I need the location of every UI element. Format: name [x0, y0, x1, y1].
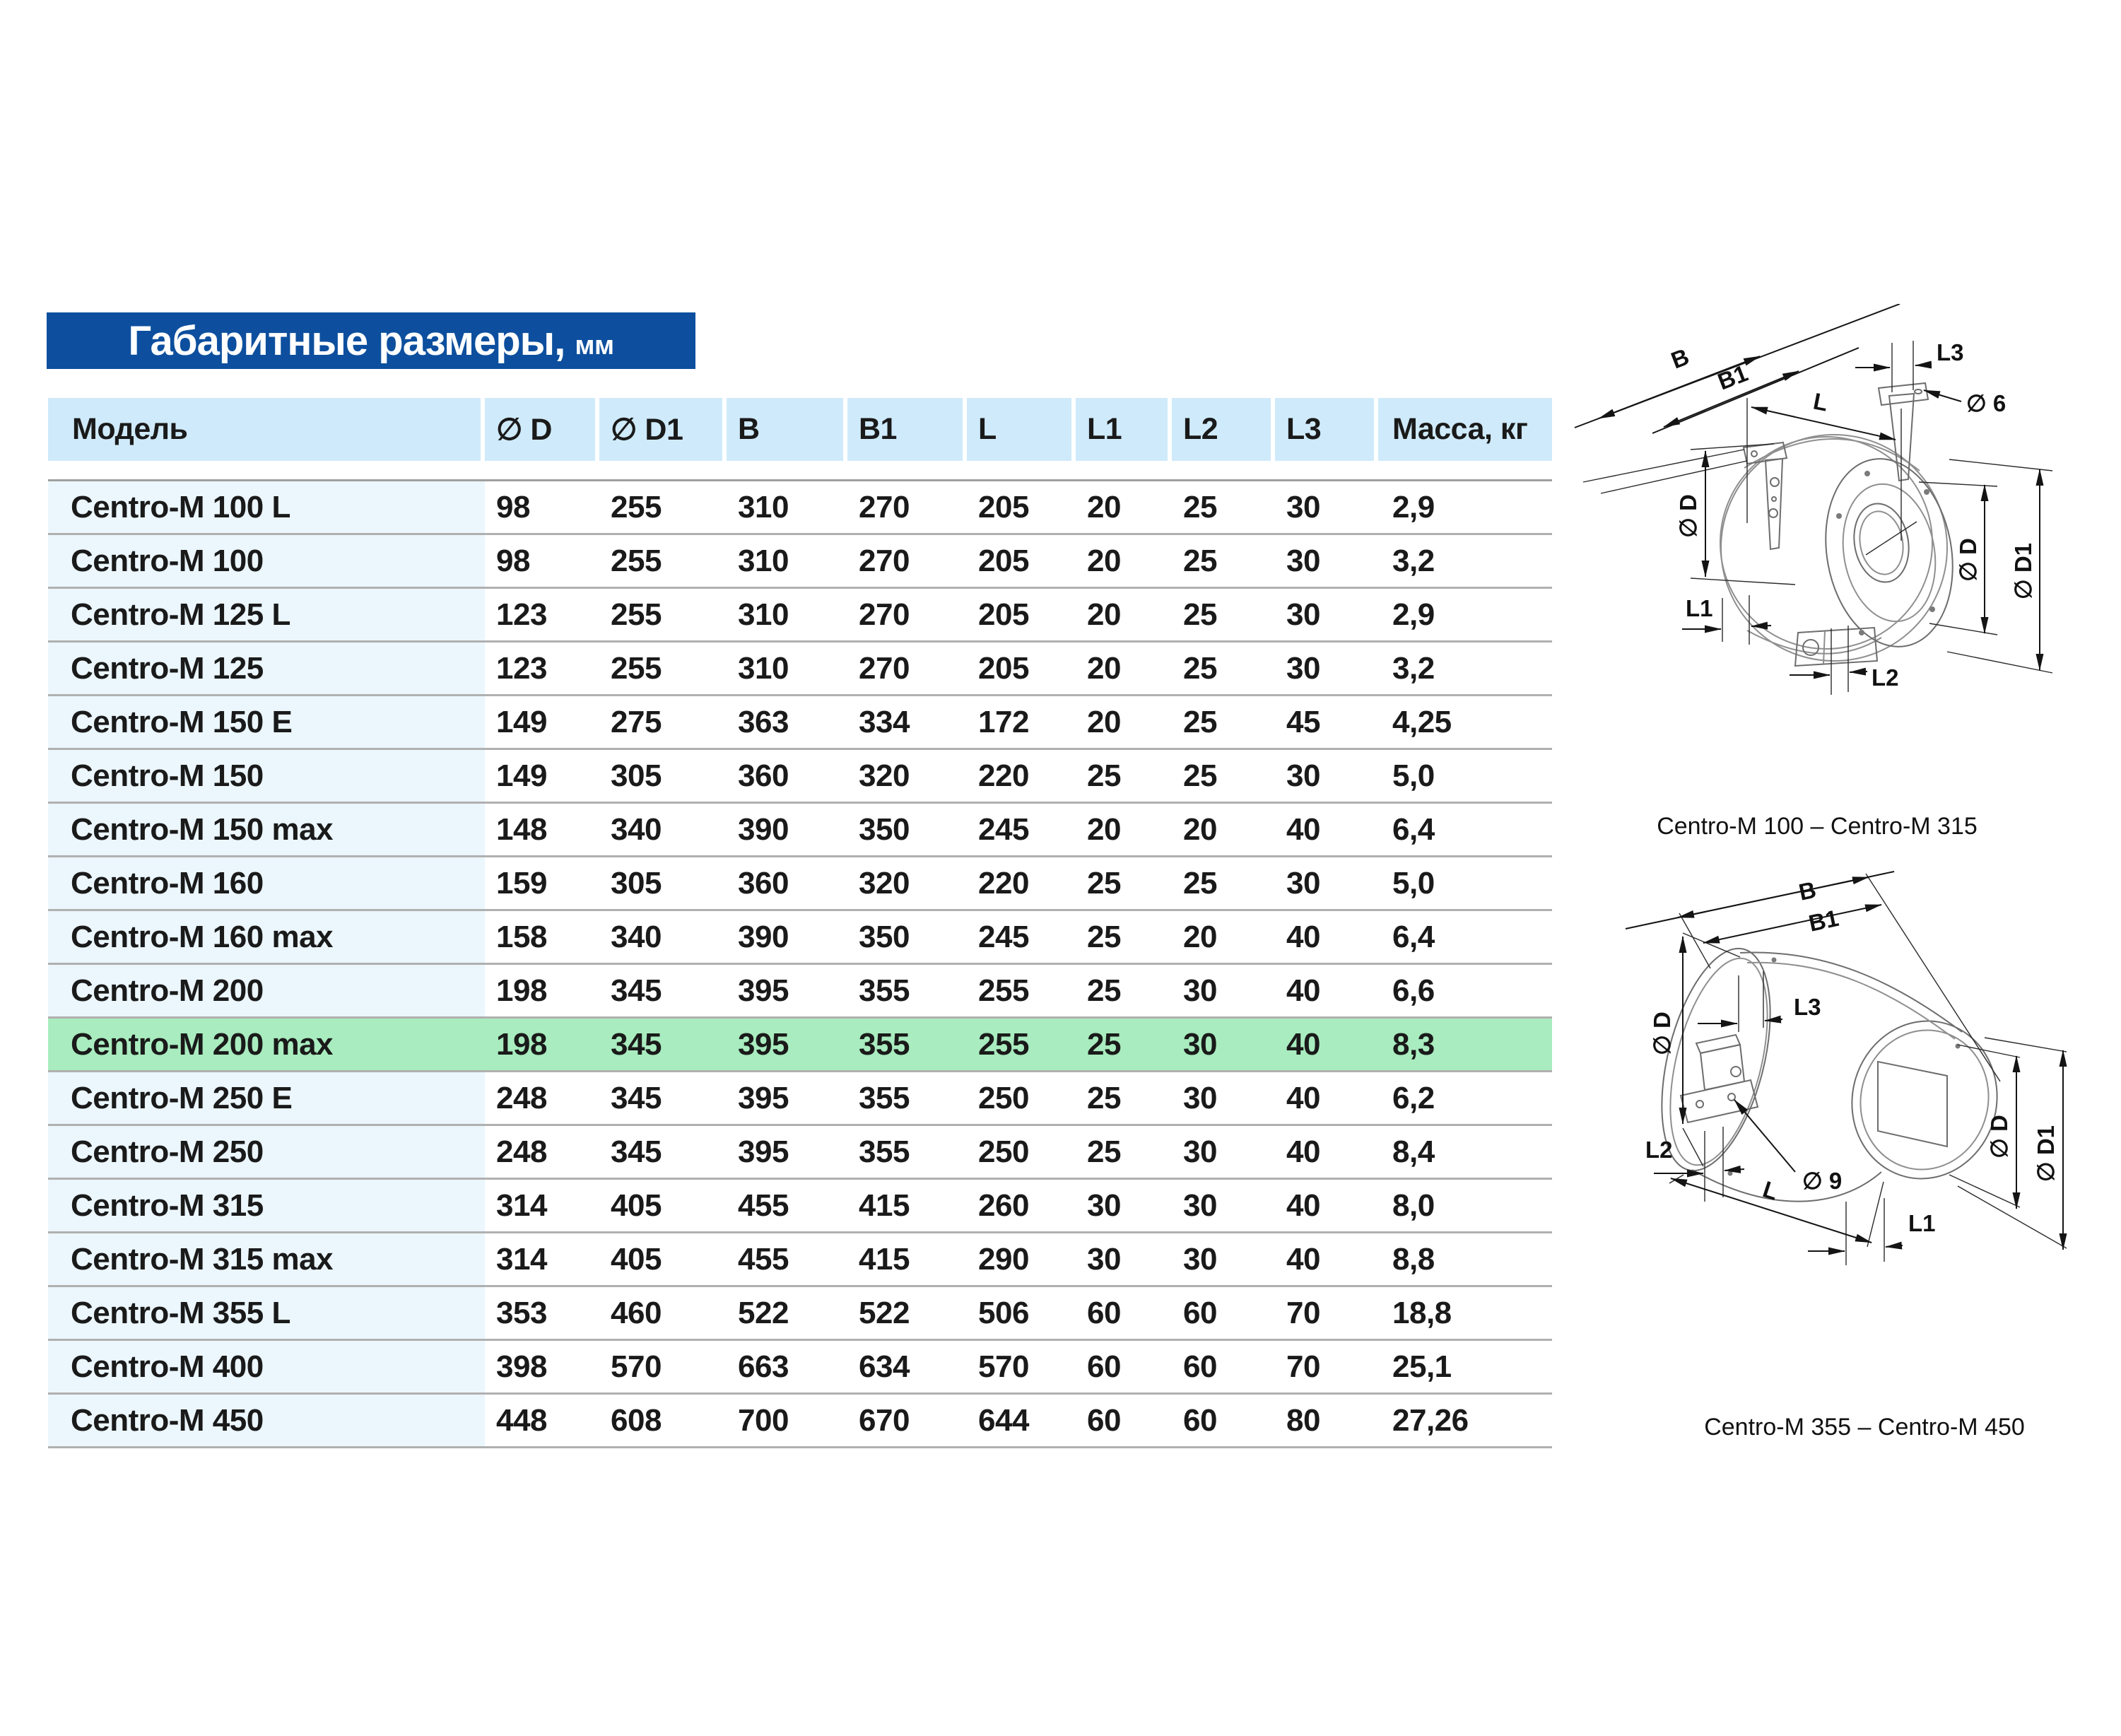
- value-cell: 27,26: [1392, 1402, 1469, 1438]
- value-cell: 30: [1286, 865, 1320, 901]
- value-cell: 460: [611, 1295, 662, 1330]
- table-row: [48, 589, 1552, 643]
- dim-B1: [1703, 905, 1881, 943]
- value-cell: 522: [738, 1295, 789, 1330]
- body-bottom-edge: [1692, 1170, 1881, 1205]
- column-header: ∅ D1: [599, 398, 727, 461]
- column-header: L3: [1275, 398, 1378, 461]
- column-header: L: [967, 398, 1076, 461]
- label-B: B: [1667, 343, 1693, 374]
- table-row: [48, 1180, 1552, 1233]
- witness-line: [1691, 578, 1795, 585]
- model-cell: Centro-M 355 L: [48, 1287, 485, 1339]
- value-cell: 40: [1286, 973, 1320, 1008]
- table-row: [48, 643, 1552, 696]
- value-cell: 2,9: [1392, 597, 1435, 632]
- value-cell: 20: [1087, 543, 1121, 578]
- column-header: B1: [847, 398, 967, 461]
- value-cell: 70: [1286, 1349, 1320, 1384]
- dim-L2-right-arrow: [1850, 671, 1867, 672]
- value-cell: 360: [738, 758, 789, 793]
- value-cell: 255: [967, 1019, 1076, 1070]
- value-cell: 345: [599, 1019, 727, 1070]
- label-L2: L2: [1645, 1137, 1673, 1163]
- value-cell: 25: [1087, 1080, 1121, 1115]
- value-cell: 270: [859, 489, 910, 524]
- value-cell: 60: [1087, 1349, 1121, 1384]
- value-cell: 255: [611, 650, 662, 686]
- value-cell: 60: [1087, 1402, 1121, 1438]
- fan-housing-outline: [1721, 435, 1947, 661]
- value-cell: 149: [496, 758, 547, 793]
- value-cell: 305: [611, 758, 662, 793]
- value-cell: 40: [1286, 919, 1320, 954]
- witness-line: [1958, 1045, 2020, 1057]
- flange-screw: [1836, 513, 1842, 519]
- value-cell: 320: [859, 865, 910, 901]
- label-D1: ∅ D1: [2033, 1125, 2059, 1183]
- value-cell: 340: [611, 811, 662, 847]
- value-cell: 20: [1087, 489, 1121, 524]
- model-cell: Centro-M 160: [48, 857, 485, 909]
- value-cell: 98: [496, 543, 530, 578]
- page-title: Габаритные размеры,: [128, 317, 565, 364]
- value-cell: 148: [496, 811, 547, 847]
- value-cell: 310: [738, 543, 789, 578]
- value-cell: 40: [1286, 1241, 1320, 1277]
- value-cell: 149: [496, 704, 547, 739]
- value-cell: 314: [496, 1187, 547, 1223]
- model-cell: Centro-M 125: [48, 643, 485, 694]
- value-cell: 25: [1183, 650, 1217, 686]
- value-cell: 123: [496, 597, 547, 632]
- witness-line: [1867, 1182, 1884, 1247]
- value-cell: 248: [496, 1134, 547, 1169]
- witness-line: [1691, 444, 1774, 450]
- value-cell: 98: [496, 489, 530, 524]
- table-row: [48, 1341, 1552, 1395]
- table-header-row: [48, 398, 1552, 461]
- value-cell: 220: [978, 758, 1029, 793]
- value-cell: 198: [485, 1019, 599, 1070]
- value-cell: 570: [978, 1349, 1029, 1384]
- witness-line: [1583, 450, 1744, 482]
- label-B1: B1: [1714, 359, 1751, 395]
- value-cell: 172: [978, 704, 1029, 739]
- label-D-right: ∅ D: [1955, 538, 1981, 582]
- value-cell: 275: [611, 704, 662, 739]
- table-row: [48, 750, 1552, 804]
- value-cell: 250: [978, 1134, 1029, 1169]
- diagram-centro-m-100-315: [1562, 304, 2121, 756]
- witness-line: [1929, 623, 1997, 635]
- value-cell: 25: [1087, 919, 1121, 954]
- left-bracket-screw: [1772, 497, 1776, 501]
- label-L: L: [1759, 1175, 1782, 1205]
- value-cell: 3,2: [1392, 650, 1435, 686]
- label-L3: L3: [1937, 339, 1964, 365]
- column-header: Модель: [48, 398, 485, 461]
- label-L1: L1: [1686, 595, 1713, 621]
- leader-d6: [1924, 390, 1961, 401]
- value-cell: 4,25: [1392, 704, 1452, 739]
- table-row: [48, 696, 1552, 750]
- value-cell: 353: [496, 1295, 547, 1330]
- value-cell: 310: [738, 597, 789, 632]
- model-cell: Centro-M 250 E: [48, 1072, 485, 1124]
- value-cell: 25: [1087, 758, 1121, 793]
- value-cell: 30: [1286, 758, 1320, 793]
- value-cell: 159: [496, 865, 547, 901]
- table-row: [48, 1233, 1552, 1287]
- value-cell: 8,4: [1392, 1134, 1435, 1169]
- label-D-left: ∅ D: [1649, 1011, 1675, 1055]
- rivet: [1772, 958, 1777, 963]
- label-L3: L3: [1794, 994, 1821, 1020]
- value-cell: 25: [1087, 865, 1121, 901]
- value-cell: 245: [978, 811, 1029, 847]
- value-cell: 415: [859, 1241, 910, 1277]
- table-row: [48, 1072, 1552, 1126]
- value-cell: 360: [738, 865, 789, 901]
- leader-d9: [1734, 1100, 1795, 1172]
- value-cell: 345: [611, 1134, 662, 1169]
- body-top-seam: [1747, 963, 1955, 1039]
- inlet-collar-outer: [1848, 499, 1915, 586]
- value-cell: 245: [978, 919, 1029, 954]
- value-cell: 205: [978, 597, 1029, 632]
- value-cell: 314: [496, 1241, 547, 1277]
- value-cell: 448: [496, 1402, 547, 1438]
- label-L: L: [1811, 387, 1831, 416]
- value-cell: 290: [978, 1241, 1029, 1277]
- value-cell: 30: [1183, 1080, 1217, 1115]
- value-cell: 80: [1286, 1402, 1320, 1438]
- label-d9: ∅ 9: [1802, 1168, 1843, 1194]
- column-header: L2: [1172, 398, 1275, 461]
- cable-gland: [1731, 1067, 1741, 1077]
- value-cell: 395: [738, 973, 789, 1008]
- value-cell: 40: [1286, 1080, 1320, 1115]
- value-cell: 670: [859, 1402, 910, 1438]
- value-cell: 8,0: [1392, 1187, 1435, 1223]
- value-cell: 310: [738, 650, 789, 686]
- value-cell: 570: [611, 1349, 662, 1384]
- value-cell: 30: [1286, 597, 1320, 632]
- front-rim-inner: [1846, 1016, 2004, 1183]
- rivet: [1956, 1044, 1961, 1049]
- value-cell: 634: [859, 1349, 910, 1384]
- value-cell: 6,4: [1392, 811, 1435, 847]
- left-bracket-screw: [1769, 509, 1778, 517]
- bracket-hole: [1728, 1093, 1735, 1101]
- table-row: [48, 911, 1552, 965]
- dim-B: [1678, 877, 1869, 917]
- value-cell: 20: [1087, 704, 1121, 739]
- value-cell: 390: [738, 919, 789, 954]
- value-cell: 355: [859, 1134, 910, 1169]
- value-cell: 248: [496, 1080, 547, 1115]
- value-cell: 405: [611, 1241, 662, 1277]
- value-cell: 3,2: [1392, 543, 1435, 578]
- flange-screw: [1859, 630, 1864, 635]
- value-cell: 310: [738, 489, 789, 524]
- value-cell: 40: [1286, 1134, 1320, 1169]
- value-cell: 220: [978, 865, 1029, 901]
- model-cell: Centro-M 125 L: [48, 589, 485, 640]
- value-cell: 123: [496, 650, 547, 686]
- value-cell: 205: [978, 650, 1029, 686]
- witness-line: [1919, 482, 1997, 486]
- model-cell: Centro-M 100: [48, 535, 485, 587]
- value-cell: 5,0: [1392, 758, 1435, 793]
- value-cell: 320: [859, 758, 910, 793]
- value-cell: 270: [859, 597, 910, 632]
- table-row: [48, 1287, 1552, 1341]
- value-cell: 20: [1183, 919, 1217, 954]
- value-cell: 398: [496, 1349, 547, 1384]
- value-cell: 30: [1087, 1187, 1121, 1223]
- value-cell: 25: [1183, 543, 1217, 578]
- model-cell: Centro-M 200 max: [48, 1019, 485, 1070]
- left-bracket-screw: [1770, 478, 1779, 486]
- value-cell: 158: [496, 919, 547, 954]
- value-cell: 255: [611, 597, 662, 632]
- label-D-left: ∅ D: [1675, 494, 1701, 538]
- value-cell: 70: [1286, 1295, 1320, 1330]
- value-cell: 415: [859, 1187, 910, 1223]
- front-rim-outer: [1835, 1006, 2014, 1195]
- diagram2-caption: Centro-M 355 – Centro-M 450: [1704, 1414, 2025, 1441]
- column-header: L1: [1076, 398, 1172, 461]
- left-bracket-hole: [1751, 451, 1757, 457]
- page-title-unit: мм: [575, 330, 614, 360]
- value-cell: 30: [1286, 543, 1320, 578]
- value-cell: 455: [738, 1187, 789, 1223]
- model-cell: Centro-M 400: [48, 1341, 485, 1392]
- value-cell: 25: [1076, 1019, 1172, 1070]
- value-cell: 522: [859, 1295, 910, 1330]
- dim-L2-right-arrow: [1725, 1169, 1744, 1171]
- value-cell: 20: [1183, 811, 1217, 847]
- dimensions-table: [48, 479, 1552, 1448]
- value-cell: 345: [611, 973, 662, 1008]
- witness-line: [1679, 913, 1710, 968]
- value-cell: 455: [738, 1241, 789, 1277]
- witness-line: [1601, 461, 1747, 493]
- value-cell: 30: [1087, 1241, 1121, 1277]
- value-cell: 20: [1087, 597, 1121, 632]
- value-cell: 40: [1286, 811, 1320, 847]
- value-cell: 25: [1183, 489, 1217, 524]
- value-cell: 390: [738, 811, 789, 847]
- value-cell: 20: [1087, 811, 1121, 847]
- value-cell: 363: [738, 704, 789, 739]
- value-cell: 60: [1183, 1402, 1217, 1438]
- value-cell: 60: [1183, 1349, 1217, 1384]
- model-cell: Centro-M 160 max: [48, 911, 485, 963]
- witness-line: [1958, 1186, 2067, 1248]
- label-L1: L1: [1908, 1210, 1936, 1236]
- value-cell: 205: [978, 543, 1029, 578]
- value-cell: 6,6: [1392, 973, 1435, 1008]
- flange-screw: [1929, 606, 1935, 612]
- witness-line: [1949, 459, 2052, 471]
- value-cell: 395: [727, 1019, 847, 1070]
- value-cell: 40: [1275, 1019, 1378, 1070]
- flange-screw: [1864, 471, 1870, 476]
- label-L2: L2: [1872, 664, 1899, 691]
- diagram-centro-m-355-450: [1562, 869, 2121, 1336]
- value-cell: 270: [859, 650, 910, 686]
- value-cell: 395: [738, 1134, 789, 1169]
- label-B1: B1: [1806, 904, 1841, 937]
- inner-duct-opening: [1878, 1062, 1947, 1146]
- value-cell: 255: [978, 973, 1029, 1008]
- value-cell: 18,8: [1392, 1295, 1452, 1330]
- model-cell: Centro-M 315: [48, 1180, 485, 1231]
- value-cell: 260: [978, 1187, 1029, 1223]
- witness-line: [1949, 1175, 2020, 1207]
- front-flange-ring: [1833, 476, 1946, 628]
- witness-line: [1866, 874, 2000, 1081]
- value-cell: 355: [847, 1019, 967, 1070]
- column-header: Масса, кг: [1378, 398, 1552, 461]
- value-cell: 8,3: [1378, 1019, 1552, 1070]
- table-row: [48, 804, 1552, 857]
- value-cell: 25: [1183, 704, 1217, 739]
- value-cell: 345: [611, 1080, 662, 1115]
- value-cell: 350: [859, 811, 910, 847]
- model-cell: Centro-M 150 E: [48, 696, 485, 748]
- value-cell: 30: [1286, 650, 1320, 686]
- value-cell: 20: [1087, 650, 1121, 686]
- value-cell: 30: [1286, 489, 1320, 524]
- model-cell: Centro-M 200: [48, 965, 485, 1016]
- value-cell: 340: [611, 919, 662, 954]
- model-cell: Centro-M 150: [48, 750, 485, 802]
- table-row: [48, 857, 1552, 911]
- model-cell: Centro-M 150 max: [48, 804, 485, 855]
- value-cell: 25: [1183, 597, 1217, 632]
- table-row: [48, 965, 1552, 1019]
- label-D-right: ∅ D: [1986, 1115, 2012, 1159]
- value-cell: 250: [978, 1080, 1029, 1115]
- value-cell: 608: [611, 1402, 662, 1438]
- value-cell: 350: [859, 919, 910, 954]
- value-cell: 45: [1286, 704, 1320, 739]
- flange-screw: [1924, 489, 1929, 495]
- junction-box-seam: [1823, 631, 1825, 664]
- right-bracket-hole: [1915, 389, 1922, 394]
- value-cell: 6,4: [1392, 919, 1435, 954]
- page-title-banner: [47, 312, 695, 369]
- value-cell: 25,1: [1392, 1349, 1452, 1384]
- left-bracket-strut: [1765, 459, 1782, 549]
- value-cell: 5,0: [1392, 865, 1435, 901]
- table-row: [48, 535, 1552, 589]
- value-cell: 60: [1183, 1295, 1217, 1330]
- value-cell: 30: [1183, 1187, 1217, 1223]
- value-cell: 700: [738, 1402, 789, 1438]
- rivet: [1728, 1171, 1733, 1176]
- value-cell: 205: [978, 489, 1029, 524]
- value-cell: 355: [859, 973, 910, 1008]
- value-cell: 30: [1183, 1241, 1217, 1277]
- value-cell: 25: [1087, 1134, 1121, 1169]
- value-cell: 40: [1286, 1187, 1320, 1223]
- column-header: B: [727, 398, 847, 461]
- model-cell: Centro-M 315 max: [48, 1233, 485, 1285]
- value-cell: 355: [859, 1080, 910, 1115]
- value-cell: 198: [496, 973, 547, 1008]
- value-cell: 6,2: [1392, 1080, 1435, 1115]
- table-row: [48, 1395, 1552, 1448]
- value-cell: 25: [1087, 973, 1121, 1008]
- table-row: [48, 481, 1552, 535]
- value-cell: 60: [1087, 1295, 1121, 1330]
- value-cell: 255: [611, 489, 662, 524]
- table-row: [48, 1126, 1552, 1180]
- value-cell: 270: [859, 543, 910, 578]
- value-cell: 395: [738, 1080, 789, 1115]
- model-cell: Centro-M 250: [48, 1126, 485, 1178]
- model-cell: Centro-M 100 L: [48, 481, 485, 533]
- table-row-highlighted: [48, 1019, 1552, 1072]
- witness-line: [1985, 1038, 2067, 1052]
- value-cell: 663: [738, 1349, 789, 1384]
- value-cell: 405: [611, 1187, 662, 1223]
- label-d6: ∅ 6: [1966, 390, 2007, 416]
- witness-line: [1947, 652, 2052, 673]
- value-cell: 25: [1183, 865, 1217, 901]
- value-cell: 25: [1183, 758, 1217, 793]
- model-cell: Centro-M 450: [48, 1395, 485, 1446]
- value-cell: 8,8: [1392, 1241, 1435, 1277]
- value-cell: 334: [859, 704, 910, 739]
- value-cell: 30: [1183, 1134, 1217, 1169]
- column-header: ∅ D: [485, 398, 599, 461]
- value-cell: 30: [1183, 973, 1217, 1008]
- value-cell: 30: [1172, 1019, 1275, 1070]
- diagram1-caption: Centro-M 100 – Centro-M 315: [1657, 813, 1978, 840]
- value-cell: 506: [978, 1295, 1029, 1330]
- label-D1: ∅ D1: [2010, 542, 2036, 600]
- label-B: B: [1796, 876, 1819, 905]
- value-cell: 305: [611, 865, 662, 901]
- dim-L1-right-arrow: [1886, 1245, 1903, 1247]
- bracket-hole: [1696, 1101, 1703, 1108]
- value-cell: 644: [978, 1402, 1029, 1438]
- junction-box-top: [1696, 1035, 1740, 1053]
- value-cell: 255: [611, 543, 662, 578]
- value-cell: 2,9: [1392, 489, 1435, 524]
